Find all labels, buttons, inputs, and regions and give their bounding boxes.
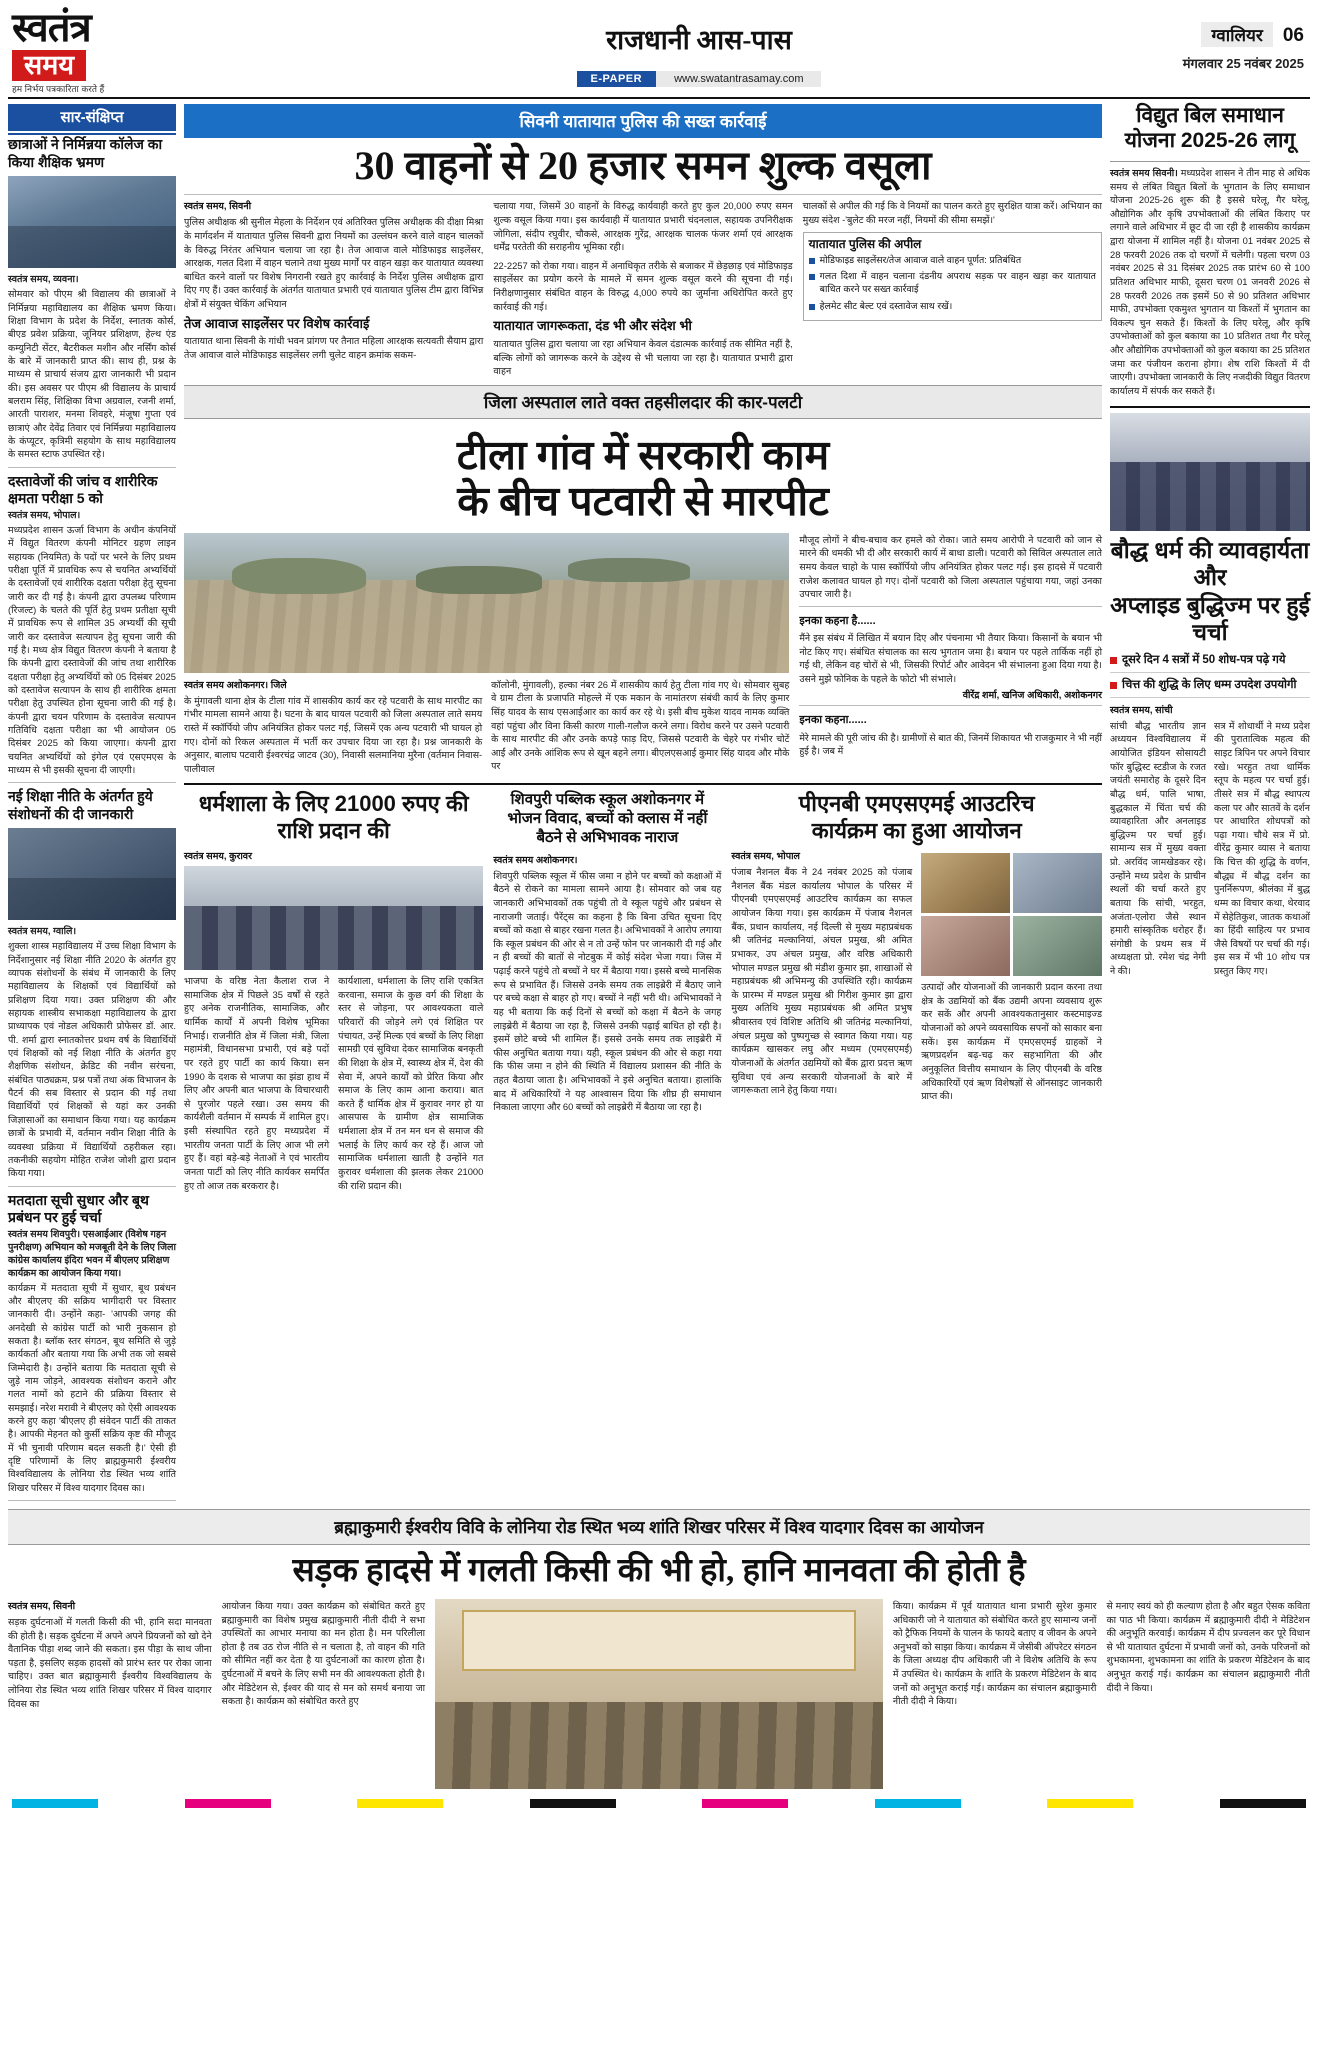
electricity-headline-line1: विद्युत बिल समाधान <box>1136 104 1284 128</box>
pnb-headline <box>731 791 1102 844</box>
sidebar-body: मध्यप्रदेश शासन ऊर्जा विभाग के अधीन कंपनियों में विद्युत वितरण कंपनी मोनिटर ग्रहण लाइन सहायक (नियमित) के पदों पर भरने के लिए प्रथम परीक्षा पूर्ति में प्रावधिक रूप से चयनित अभ्यर्थियों के दस्तावेजों एवं शारीरिक दक्षता परीक्षा हेतु सूचना जारी कर दी गई है। कंपनी द्वारा उपलब्ध परिणाम (रिजल्ट) के चलते की पूर्ति हेतु प्रथम प्रतीक्षा सूची में प्रावधिक रूप से शामिल 35 अभ्यर्थी की सूची जारी कर दस्तावेज सत्यापन हेतु सूचना जारी की गई है। मध्य क्षेत्र विद्युत वितरण कंपनी ने बताया है कि कंपनी द्वारा दस्तावेजों की जांच तथा शारीरिक दक्षता परीक्षा हेतु अभ्यर्थियों को 05 दिसंबर 2025 को दस्तावेज सत्यापन के साथ ही शारीरिक क्षमता परीक्षा हेतु उपस्थित होना सूचना जारी की गई है। कंपनी द्वारा चयन परिणाम के दस्तावेज सत्यापन गतिविधि दक्षता परीक्षा का भी आयोजन 05 दिसंबर 2025 को किया जाएगा। कंपनी द्वारा चयनित अभ्यर्थियों को इंगेल एवं एसएमएस के माध्यम से भी इसकी सूचना दी जाएगी। <box>8 523 176 775</box>
bottom-text: आयोजन किया गया। उक्त कार्यक्रम को संबोधित करते हुए ब्रह्माकुमारी का विशेष प्रमुख ब्रह्माकुमारी नीती दीदी ने सभा उपस्थितों का आभार मनाया का मन होता है। मन परिलीला होता है तब उठ रोज नीति से न चलाता है, तो वाहन की गति को सीमित नहीं कर देता है या दुर्घटनाओं का कारण होता है। दुर्घटनाओं में बचने के लिए सभी मन की आवश्यकता होती है। और मेडिटेशन से, ईश्वर की याद से मन को समर्थ बनाया जा सकता है। कार्यक्रम को संबोधित करते हुए <box>221 1599 426 1707</box>
city-page-row <box>1100 22 1304 47</box>
second-text: के मुंगावली थाना क्षेत्र के टीला गांव में शासकीय कार्य कर रहे पटवारी के साथ मारपीट का गंभीर मामला सामने आया है। घटना के बाद घायल पटवारी को जिला अस्पताल लाते समय रास्ते में स्कॉर्पियो जीप अनियंत्रित होकर पलट गई, जिसमें एक अन्य पटवारी भी घायल हो गए। दोनों को रिकल अस्पताल में भर्ती कर उपचार दिया जा रहा है। प्रश्न जानकारी के अनुसार, बालाघ पटवारी ईश्वरचंद्र जाटव (30), निवासी सलमानिया मुरैना (वर्तमान निवास-पालीवाल <box>184 694 483 774</box>
dharmashala-text: भाजपा के वरिष्ठ नेता कैलाश राज ने सामाजिक क्षेत्र में पिछले 35 वर्षों से रहते हुए अनेक राजनीतिक, सामाजिक, और धार्मिक कार्यों में अपनी विशेष भूमिका निभाई। राजनीति क्षेत्र में जिला मंत्री, जिला महामंत्री, विधानसभा प्रभारी, एवं बड़े पदों पर रहते हुए पार्टी का कार्य किया। सन 1990 के दशक से भाजपा का झंडा हाथ में लिए और अपनी बात भाजपा के विचारधारी से पुरजोर पहले रखा। उस समय की कार्यशैली वर्तमान में सम्पर्क में शामिल हुए। इसी संस्थापित रहते हुए मध्यप्रदेश में भारतीय जनता पार्टी के लिए आज भी लगे हुए हैं। वहां बड़े-बड़े नेताओं ने एवं भारतीय जनता पार्टी को लिए नीति कार्यकर समर्पित हुए तो आज तक बरकरार है। <box>184 975 330 1191</box>
buddhist-bullets <box>1110 653 1310 698</box>
buddhist-text: सांची बौद्ध भारतीय ज्ञान अध्ययन विश्वविद्यालय में आयोजित इंडियन सोसायटी फॉर बुद्धिस्ट स्टडीज के रजत जयंती समारोह के दूसरे दिन बौद्ध धर्म, पालि भाषा, बुद्धकाल में चिंता चर्च की व्यावहारिता और अनलाइड बुद्धिज्म पर चर्चा हुई। सामान्य सत्र में मुख्य वक्ता प्रो. अरविंद जामखेडकर रहे। उन्होंने मध्य प्रदेश के प्राचीन स्थलों की चर्चा करते हुए बताया कि सांची, भरहुत, अजंता-एलोरा जैसे स्थान हमारी सांस्कृतिक धरोहर हैं। संगोष्ठी के प्रथम सत्र में अध्यक्षता प्रो. रमेश चंद्र नेगी ने की। <box>1110 719 1206 976</box>
shivpuri-text: शिवपुरी पब्लिक स्कूल में फीस जमा न होने पर बच्चों को कक्षाओं में बैठने से रोकने का मामला सामने आया है। सोमवार को जब यह जानकारी अभिभावकों तक पहुंची तो वे स्कूल पहुंचे और प्रबंधन से नाराजगी जताई। पैरेंट्स का कहना है कि बिना उचित सूचना दिए बच्चों को कक्षा से बाहर रखना गलत है। अभिभावकों ने आरोप लगाया कि स्कूल प्रबंधन की ओर से न तो उन्हें फोन पर जानकारी दी गई और न ही बच्चों की बातों से नोटबुक में कोई संदेश भेजा गया। जिस में पढ़ाई करने पहुंचे तो बच्चों ने घर में बैठाया गया। इससे बच्चे मानसिक रूप से प्रभावित हैं। जिससे उनके समय तक लाइब्रेरी में बैठाए जाने पर बच्चे कक्षा से बाहर हो गए। बच्चों ने नहीं भरी थी। अभिभावकों ने यह भी बताया कि कई दिनों से बच्चों को कक्षा में बैठने के जगह लाइब्रेरी में बैठाया जा रहा है, जिससे उनकी पढ़ाई बाधित हो रही है। इसमें छोटे बच्चे भी शामिल हैं। इससे उनके समय तक लाइब्रेरी में फीस अनुचित बताया गया। यही, स्कूल प्रबंधन की ओर से कहा गया कि फीस जमा न होने की स्थिति में विद्यालय प्रशासन की नीति के तहत बैठाया जाता है। अभिभावकों ने इसे अनुचित बताया। हालांकि बाद में अधिकारियों ने यह आश्वासन दिया कि शीघ्र ही समाधान निकाला जाएगा और 60 बच्चों को लाइब्रेरी में बैठाया जा रहा है। <box>493 869 722 1113</box>
sidebar-article-2 <box>8 468 176 784</box>
issue-date: मंगलवार 25 नवंबर 2025 <box>1182 56 1304 71</box>
quote-box-2 <box>799 705 1102 757</box>
pnb-photo <box>1013 916 1102 976</box>
cmyk-cyan <box>875 1799 961 1808</box>
shivpuri-story <box>493 791 721 1192</box>
dharmashala-story <box>184 791 483 1192</box>
buddhist-bullet: चित्त की शुद्धि के लिए धम्म उपदेश उपयोगी <box>1110 678 1310 698</box>
cmyk-yellow <box>1047 1799 1133 1808</box>
buddhist-headline-line1: बौद्ध धर्म की व्यावहार्यता और <box>1110 536 1310 591</box>
dharmashala-photo <box>184 866 483 970</box>
bottom-headline: सड़क हादसे में गलती किसी की भी हो, हानि मानवता की होती है <box>292 1553 1026 1590</box>
appeal-bullet: हेलमेट सीट बेल्ट एवं दस्तावेज साथ रखें। <box>809 300 1096 313</box>
buddhist-headline <box>1110 537 1310 647</box>
dharmashala-headline: धर्मशाला के लिए 21000 रुपए की राशि प्रदान की <box>198 791 469 843</box>
lead-banner: सिवनी यातायात पुलिस की सख्त कार्रवाई <box>184 104 1102 138</box>
second-story <box>184 425 1102 776</box>
second-text-cols <box>184 678 789 776</box>
sidebar-byline: स्वतंत्र समय, भोपाल। <box>8 509 81 521</box>
second-and-buddhist-row <box>184 425 1102 776</box>
pnb-cols <box>731 849 1102 1103</box>
quote-heading: इनका कहना है...... <box>799 614 876 627</box>
cmyk-magenta <box>185 1799 271 1808</box>
quote-text: मेरे मामले की पूरी जांच की है। ग्रामीणों से बात की, जिनमें शिकायत भी राजकुमार ने भी नहीं हुई है। जब में <box>799 731 1102 757</box>
bottom-text: सड़क दुर्घटनाओं में गलती किसी की भी, हानि सदा मानवता की होती है। सड़क दुर्घटना में अपने अपने प्रियजनों को खो देने वैतानिक पीड़ा शब्द जाने की सकता। इस पीड़ा के साथ जीना पड़ता है, इसलिए सड़क हादसों को प्रारंभ स्तर पर रोका जाना चाहिए। उक्त बात ब्रह्माकुमारी ईश्वरीय विश्वविद्यालय के लोनिया रोड स्थित भव्य शांति शिखर परिसर में विश्व यादगार दिवस का <box>8 1615 212 1709</box>
sidebar-article-3 <box>8 783 176 1186</box>
quote-signature: वीरेंद्र शर्मा, खनिज अधिकारी, अशोकनगर <box>962 690 1102 702</box>
electricity-headline-line2: योजना 2025-26 लागू <box>1124 129 1296 153</box>
section-title: राजधानी आस-पास <box>606 25 792 55</box>
bottom-col-3 <box>893 1599 1097 1789</box>
quote-heading: इनका कहना...... <box>799 714 867 727</box>
sidebar-body: शुक्ला शास्त्र महाविद्यालय में उच्च शिक्षा विभाग के निर्देशानुसार नई शिक्षा नीति 2020 के अंतर्गत हुए व्यापक संशोधनों के संबंध में जानकारी के लिए महाविद्यालय के शिक्षकों एवं विद्यार्थियों को प्रशिक्षण दिया गया। उक्त प्रशिक्षण की और सहायक शास्त्रीय सभाकक्षा महाविद्यालय के द्वारा प्राध्यापक एवं नोडल अधिकारी प्रोफेसर डॉ. आर. पी. शर्मा द्वारा स्नातकोत्तर प्रथम वर्ष के विद्यार्थियों एवं शिक्षकों को नई शिक्षा नीति के अंतर्गत हुए शैक्षणिक संशोधन, क्रेडिट की नवीन सरंचना, संबंधित पाठ्यक्रम, प्रश्न पत्रों तथा अंक विभाजन के पैटर्न की सब विस्तार से प्रदान की गई तथा विद्यार्थियों एवं शिक्षकों से यहां कर उनकी जिज्ञासाओं का समाधान किया गया। यह कार्यक्रम छात्रों के प्रभावी में, वर्तमान नवीन शिक्षा नीति के व्यवस्था प्रक्रिया में विद्यार्थियों ठहरीकल रहा। तकनीकी सहयोग मोहित राजेश जोशी द्वारा प्रदान किया गया। <box>8 940 176 1179</box>
masthead <box>8 6 1310 99</box>
sidebar-title: छात्राओं ने निर्मिन्नया कॉलेज का किया शैक्षिक भ्रमण <box>8 136 163 170</box>
lead-byline: स्वतंत्र समय, सिवनी <box>184 201 252 213</box>
sidebar-byline: स्वतंत्र समय शिवपुरी। एसआईआर (विशेष गहन पुनरीक्षण) अभियान को मजबूती देने के लिए जिला कांग्रेस कार्यालय इंदिरा भवन में बीएलए प्रशिक्षण कार्यक्रम का आयोजन किया गया। <box>8 1228 176 1279</box>
cmyk-black <box>1220 1799 1306 1808</box>
page-content <box>8 104 1310 1501</box>
sidebar-title: दस्तावेजों की जांच व शारीरिक क्षमता परीक्षा 5 को <box>8 472 158 507</box>
electricity-headline <box>1110 104 1310 157</box>
second-col-1 <box>184 678 482 776</box>
sidebar-title: मतदाता सूची सुधार और बूथ प्रबंधन पर हुई चर्चा <box>8 1191 149 1226</box>
lead-text: यातायात थाना सिवनी के गांधी भवन प्रांगण पर तैनात महिला आरक्षक सत्यवती सैयाम द्वारा तेज आवाज वाले मोडिफाइड साइलेंसर लगी चुलेट वाहन क्रमांक सकम- <box>184 335 484 360</box>
cmyk-black <box>530 1799 616 1808</box>
masthead-right <box>1100 6 1310 95</box>
cmyk-gap <box>1133 1799 1219 1808</box>
sidebar-body: कार्यक्रम में मतदाता सूची में सुधार, बूथ प्रबंधन और बीएलए की सक्रिय भागीदारी पर विस्तार जानकारी दी। उन्होंने कहा- 'आपकी जगह की अनदेखी से कांग्रेस पार्टी को भारी नुकसान हो सकता है। ब्लॉक स्तर संगठन, बूथ समिति से जुड़े कार्यकर्ता और बताया गया कि अभी तक जो सबसे जिम्मेदारी है। उन्होंने बताया कि मतदाता सूची से जुड़े नाम जोड़ने, आवश्यक संशोधन कराने और गलत नामों को हटाने की प्रक्रिया विस्तार से समझाई। नरेश मरावी ने बीएलए को ऐसी आवश्यक करने हुए कहा 'बीएलए ही संवेदन पार्टी की ताकत है। आपकी मेहनत को कुर्सी सक्रिय कृष्ट की मौजूद में भी चुनावी परिणाम बदल सकती है।' ऐसी ही दृष्टि परिणामों के लिए ब्राह्मकुमारी ईश्वरीय विश्वविद्यालय के लोनिया रोड स्थित भव्य शांति शिखर परिसर में विश्व यादगार दिवस का। <box>8 1281 176 1493</box>
cmyk-magenta <box>702 1799 788 1808</box>
newspaper-logo <box>8 6 298 95</box>
appeal-heading: यातायात पुलिस की अपील <box>808 236 922 251</box>
sidebar-photo <box>8 828 176 920</box>
second-body-row <box>184 533 1102 776</box>
appeal-bullet: गलत दिशा में वाहन चलाना दंडनीय अपराध सड़क पर वाहन खड़ा कर यातायात बाधित करने पर सख्त कार्रवाई <box>809 270 1096 296</box>
lead-text: चलाया गया, जिसमें 30 वाहनों के विरुद्ध कार्यवाही करते हुए कुल 20,000 रुपए समन शुल्क वसूल किया गया। इस कार्यवाही में यातायात प्रभारी चंदनलाल, सहायक उपनिरीक्षक जोगिला, संदीप रघुवीर, चौकसे, आरक्षक गुरेंद्र, आरक्षक चालक फंजर शर्मा एवं आरक्षक धर्मेंद्र परतेती की सराहनीय भूमिका रही। <box>493 200 793 253</box>
lead-col-3 <box>803 199 1102 377</box>
bottom-banner: ब्रह्माकुमारी ईश्वरीय विवि के लोनिया रोड स्थित भव्य शांति शिखर परिसर में विश्व यादगार दिवस का आयोजन <box>8 1509 1310 1545</box>
second-photo-col <box>184 533 789 776</box>
epaper-badge[interactable]: E-PAPER <box>577 71 657 87</box>
city-name: ग्वालियर <box>1201 22 1272 47</box>
lead-text: चालकों से अपील की गई कि वे नियमों का पालन करते हुए सुरक्षित यात्रा करें। अभियान का मुख्य संदेश -'बुलेट की मरज नहीं, नियमों की सीमा समझें।' <box>802 200 1102 225</box>
electricity-text <box>1110 166 1310 398</box>
masthead-center <box>298 6 1100 95</box>
lead-col-1 <box>184 199 483 377</box>
sidebar-article-4 <box>8 1187 176 1502</box>
quote-box-1 <box>799 606 1102 702</box>
lead-text: पुलिस अधीक्षक श्री सुनील मेहला के निर्देशन एवं अतिरिक्त पुलिस अधीक्षक की दीक्षा मिश्रा के मार्गदर्शन में यातायात पुलिस सिवनी द्वारा नियमों का उल्लंघन करने वाले वाहन चालकों के विरुद्ध निरंतर अभियान चलाया जा रहा है। तेज आवाज वाले मोडिफाइड साइलेंसर, आरक्षक, गलत दिशा में वाहन चलाने तथा मुख्य मार्गों पर वाहन खड़ा कर यातायात व्यवस्था बाधित करने वालों पर विशेष निगरानी रखते हुए कार्रवाई के निर्देश पुलिस अधीक्षक द्वारा दिए गए हैं। उक्त कार्रवाई के अंतर्गत यातायात प्रभारी एवं यातायात पुलिस टीम द्वारा विभिन्न क्षेत्रों में संयुक्त चेकिंग अभियान <box>184 216 484 310</box>
epaper-url[interactable]: www.swatantrasamay.com <box>656 71 821 87</box>
pnb-photo <box>921 853 1010 913</box>
cmyk-gap <box>961 1799 1047 1808</box>
second-photo <box>184 533 789 673</box>
dharmashala-cols <box>184 974 483 1192</box>
lead-headline: 30 वाहनों से 20 हजार समन शुल्क वसूला <box>354 143 932 189</box>
second-headline <box>184 433 1102 525</box>
second-strip-headline: जिला अस्पताल लाते वक्त तहसीलदार की कार-पलटी <box>184 385 1102 419</box>
second-text: कॉलोनी, मुंगावली), हल्का नंबर 26 में शासकीय कार्य हेतु टीला गांव गए थे। सोमवार सुबह वे ग्राम टीला के प्रजापति मोहल्ले में एक मकान के नामांतरण संबंधी कार्य के लिए कुमार सिंह यादव के साथ एसआईआर का कार्य कर रहे थे। इसी बीच मुकेश यादव नामक व्यक्ति वहां पहुंचा और विना किसी कारण गाली-गलौज करने लगा। विरोध करने पर उसने पटवारी के साथ मारपीट की और उनके कपड़े फाड़ दिए, जिससे पटवारी के चेहरे पर गंभीर चोटें आईं और उनके आंशिक रूप से खून बहने लगा। बीएलएसआई कुमार सिंह यादव और मौके पर <box>491 678 790 772</box>
pnb-photo <box>1013 853 1102 913</box>
cmyk-gap <box>98 1799 184 1808</box>
sidebar-photo <box>8 176 176 268</box>
section-divider <box>184 783 1102 785</box>
bottom-col-1 <box>8 1599 212 1789</box>
sidebar-article-1 <box>8 131 176 467</box>
dharmashala-text: कार्यशाला, धर्मशाला के लिए राशि एकत्रित करवाना, समाज के कुछ वर्ग की शिक्षा के स्तर से जोड़ना, पर आवश्यकता वाले परिवारों की जोड़ने लगे एवं शिक्षित पर पंचायत, उन्हें मिल्क एवं बच्चों के लिए शिक्षा सामग्री एवं सुविधा देकर सामाजिक बनकृती की शिक्षा के क्षेत्र में, स्वास्थ्य क्षेत्र में, देश की सेवा में, अपने कार्यों को प्रेरित किया और समाज के लिए काम आना कराया। बात करते हैं धार्मिक क्षेत्र में कुरावर नगर हो या आसपास के ग्रामीण क्षेत्र सामाजिक धर्मशाला क्षेत्र में तन मन धन से समाज की भलाई के लिए कार्य कर रहे हैं। आज जो सामाजिक धर्मशाला खाती है उन्होंने गत कुरावर धर्मशाला की झलक लेकर 21000 की राशि प्रदान की। <box>338 975 484 1191</box>
electricity-body: मध्यप्रदेश शासन ने तीन माह से अधिक समय से लंबित विद्युत बिलों के भुगतान के लिए समाधान योजना 2025-26 शुरू की है इससे घरेलू, गैर घरेलू, औद्योगिक और कृषि उपभोक्ताओं की लंबित किराए पर लगाने वाले अधिभार में छूट दी जा रही है शासकीय कार्यक्रम द्वारा योजना में शामिल नहीं है। योजना 01 नवंबर 2025 से 28 फरवरी 2026 तक दो चरणों में चलेगी। पहला चरण 03 नवंबर 2025 से 31 दिसंबर 2025 तक प्रारंभ 60 से 100 प्रतिशत अधिभार माफी, दूसरा चरण 01 जनवरी 2026 से 28 फरवरी 2026 तक इसमें 50 से 90 प्रतिशत अधिभार माफी, उपभोक्ता एकमुश्त भुगतान या किश्तों में भुगतान का विकल्प चुन सकते हैं। किश्तों के लिए घरेलू, और कृषि उपभोक्ताओं को कुल बकाया का 10 प्रतिशत तथा गैर घरेलू और औद्योगिक उपभोक्ताओं को कुल बकाया का 25 प्रतिशत जमा कर पंजीयन कराना होगा। शेष राशि किश्तों में दी जाएगी। उपभोक्ता जानकारी के लिए नजदीकी विद्युत वितरण कार्यालय में संपर्क कर सकते हैं। <box>1110 166 1310 396</box>
second-headline-line1: टीला गांव में सरकारी काम <box>456 431 830 478</box>
shivpuri-byline: स्वतंत्र समय अशोकनगर। <box>493 854 578 866</box>
appeal-bullet: मोडिफाइड साइलेंसर/तेज आवाज वाले वाहन पूर्णत: प्रतिबंधित <box>809 254 1096 267</box>
cmyk-gap <box>443 1799 529 1808</box>
mid-bottom-row <box>184 791 1102 1192</box>
sidebar-byline: स्वतंत्र समय, व्यवना। <box>8 274 79 286</box>
pnb-col-2 <box>921 849 1102 1103</box>
lead-subhead-2: यातायात जागरूकता, दंड भी और संदेश भी <box>493 318 692 334</box>
divider <box>1110 161 1310 162</box>
lead-text: यातायात पुलिस द्वारा चलाया जा रहा अभियान केवल दंडात्मक कार्रवाई तक सीमित नहीं है, बल्कि लोगों को जागरूक करने के उद्देश्य से भी चलाया जा रहा है। यातायात प्रभारी द्वारा वाहन <box>493 337 793 377</box>
right-column <box>1110 104 1310 1501</box>
shivpuri-headline: शिवपुरी पब्लिक स्कूल अशोकनगर में भोजन विवाद, बच्चों को क्लास में नहीं बैठने से अभिभावक नाराज <box>507 791 708 846</box>
bottom-byline: स्वतंत्र समय, सिवनी <box>8 1600 76 1612</box>
divider <box>1110 406 1310 408</box>
logo-bottom-text: समय <box>12 50 86 81</box>
logo-tagline: हम निर्भय पत्रकारिता करते हैं <box>12 84 105 95</box>
second-col-3 <box>799 533 1102 776</box>
sidebar-header: सार-संक्षिप्त <box>8 104 176 131</box>
buddhist-headline-line2: अप्लाइड बुद्धिज्म पर हुई चर्चा <box>1110 591 1310 646</box>
buddhist-byline: स्वतंत्र समय, सांची <box>1110 704 1173 716</box>
pnb-headline-line2: कार्यक्रम का हुआ आयोजन <box>811 817 1022 843</box>
sidebar-title: नई शिक्षा नीति के अंतर्गत हुये संशोधनों की दी जानकारी <box>8 788 153 822</box>
pnb-byline: स्वतंत्र समय, भोपाल <box>731 851 800 863</box>
pnb-text: पंजाब नैशनल बैंक ने 24 नवंबर 2025 को पंजाब नैशनल बैंक मंडल कार्यालय भोपाल के परिसर में पीएनबी एमएसएमई आउटरिच कार्यक्रम का सफल आयोजन किया गया। इस कार्यक्रम में पंजाब नैशनल बैंक, प्रधान कार्यालय, नई दिल्ली से मुख्य महाप्रबंधक श्री जतिनंद्र मल्कानियां, अंचल प्रमुख, श्री अमित प्रभाकर, उप अंचल प्रमुख, और वरिष्ठ अधिकारी भोपाल मण्डल प्रमुख श्री मंडीश कुमार झा, शाखाओं से महाप्रबंधक श्री अभिमन्यु की उपस्थिति रही। कार्यक्रम के प्रारम्भ में मण्डल प्रमुख श्री गिरीश कुमार झा द्वारा मुख्य अतिथि मुख्य महाप्रबंधक श्री अमित प्रभुष श्रीवास्तव एवं विशिष्ट अतिथि श्री जतिनंद्र मल्कानियां, अंचल प्रमुख को पुष्पगुच्छ से स्वागत किया गया। यह कार्यक्रम खासकर लघु और मध्यम (एमएसएमई) योजनाओं के अंतर्गत उद्यमियों को बैंक द्वारा प्रदत्त ऋण सुविधा एवं अन्य सरकारी योजनाओं के बारे में जागरूकता लाने हेतु किया गया। <box>731 866 913 1096</box>
cmyk-registration-strip <box>8 1799 1310 1809</box>
pnb-photo-grid <box>921 853 1102 976</box>
second-col-2 <box>491 678 789 776</box>
bottom-text: से मनाए स्वयं को ही कल्याण होता है और बहुत ऐसक कविता का पाठ भी किया। कार्यक्रम में ब्रह्माकुमारी दीदी ने मेडिटेशन की अनुभूति करवाई। कार्यक्रम में दीप प्रज्वलन कर पूरे विधान से भी यातायात दुर्घटना में प्रभावी जनों को, उनके परिजनों को शुभकामना, शुभकामना का शांति के प्रकरण मेडिटेशन के बाद अनुभूत कराई गई। कार्यक्रम का संचालन ब्रह्माकुमारी नीती दीदी ने किया। <box>1106 1599 1310 1693</box>
buddhist-cols <box>1110 719 1310 978</box>
epaper-row <box>577 71 822 87</box>
buddhist-bullet: दूसरे दिन 4 सत्रों में 50 शोध-पत्र पढ़े गये <box>1110 653 1310 673</box>
pnb-col-1 <box>731 849 912 1103</box>
lead-subhead-1: तेज आवाज साइलेंसर पर विशेष कार्रवाई <box>184 315 370 331</box>
cmyk-gap <box>616 1799 702 1808</box>
bottom-text: किया। कार्यक्रम में पूर्व यातायात थाना प्रभारी सुरेश कुमार अधिकारी जो ने यातायात को संबोधित करते हुए सामान्य जनों को ट्रैफिक नियमों के पालन के फायदे बताए व जीवन के अपने अनुभवों को साझा किया। कार्यक्रम में जेसीबी ऑपरेटर संगठन के जिला अध्यक्ष दीप अधिकारी जी ने विशेष अतिथि के रूप में उपस्थित थे। कार्यक्रम के शांति के प्रकरण मेडिटेशन के बाद जनों को अनुभूत कराई गई। कार्यक्रम का संचालन ब्रह्माकुमारी नीती दीदी ने किया। <box>892 1599 1097 1707</box>
sidebar-column <box>8 104 176 1501</box>
electricity-byline: स्वतंत्र समय सिवनी। <box>1110 166 1178 178</box>
cmyk-yellow <box>357 1799 443 1808</box>
sidebar-byline: स्वतंत्र समय, ग्वालि। <box>8 926 77 938</box>
logo-top-text: स्वतंत्र <box>12 5 91 50</box>
buddhist-text: सत्र में शोधार्थी ने मध्य प्रदेश की पुरातात्विक महत्व की साइट त्रिपिन पर अपने विचार रखे। भरहुत तथा धार्मिक स्तूप के महत्व पर चर्चा हुई। तीसरे सत्र में बौद्ध स्थापत्य कला पर और सातवें के दर्शन पर आधारित शोधपत्रों को पढ़ा गया। चौथे सत्र में प्रो. वीरेंद्र कुमार व्यास ने बताया कि चित्त की शुद्धि के वर्णन, बौद्ध्य में बौद्ध दर्शन का पुनर्निरूपण, श्रीलंका में बुद्ध धम्म का विचार कथा, थेरवाद में सेहेतिकुश, जातक कथाओं का हिंदी साहित्य पर प्रभाव जैसे विषयों पर चर्चा की गई। इस सत्र में भी 10 शोध पत्र प्रस्तुत किए गए। <box>1214 719 1310 976</box>
cmyk-cyan <box>12 1799 98 1808</box>
bottom-event-photo <box>435 1599 883 1789</box>
second-headline-line2: के बीच पटवारी से मारपीट <box>457 477 829 524</box>
second-byline: स्वतंत्र समय अशोकनगर। जिले <box>184 679 287 691</box>
pnb-text: उत्पादों और योजनाओं की जानकारी प्रदान करना तथा क्षेत्र के उद्यमियों को बैंक उद्यमी अपना व्यवसाय शुरू कर सकें और अपनी आवश्यकतानुसार कस्टमाइज्ड योजनाओं को अपने व्यवसायिक सपनों को साकार बना सकें। इस कार्यक्रम में एमएसएमई ग्राहकों ने ऋणप्रदर्शन बढ़-चढ़ कर सहभागिता की और अनुकूलित वित्तीय समाधान के लिए पीएनबी के वरिष्ठ अधिकारियों एवं ऋण विशेषज्ञों से ऑनसाइट जानकारी प्राप्त की। <box>921 981 1103 1102</box>
bottom-photo-col <box>435 1599 883 1789</box>
buddhist-photo <box>1110 413 1310 531</box>
bottom-columns <box>8 1599 1310 1789</box>
sidebar-body: सोमवार को पीएम श्री विद्यालय की छात्राओं ने निर्मिन्नया महाविद्यालय का शैक्षिक भ्रमण किया। शिक्षा विभाग के प्रदेश के निर्देश, स्नातक कोर्स, बीएड प्रवेश प्रक्रिया, जूनियर प्रशिक्षण, हेल्थ एंड कम्युनिटी सेंटर, बैटरीकल मशीन और नर्सिंग कोर्स के बारे में जानकारी प्राप्त की। साथ ही, प्रश्न के माध्यम से प्राचार्य संजय द्वारा जानकारी भी प्रदान की। इस अवसर पर पीएम श्री विद्यालय के प्राचार्य बलराम सिंह, शिक्षिका विभा अग्रवाल, रजनी शर्मा, आरती पाराशर, मनमा शिवहरे, मंजूषा गुप्ता एवं छात्राएं और देवेंद्र तिवार एवं निर्मिन्नया महाविद्यालय के कंप्यूटर, कृत्रिमी सहयोग के साथ महाविद्यालय के समस्त स्टाफ उपस्थित रहे। <box>8 288 176 460</box>
cmyk-gap <box>271 1799 357 1808</box>
pnb-story <box>731 791 1102 1192</box>
lead-body-columns <box>184 194 1102 377</box>
lead-col-2 <box>493 199 792 377</box>
main-column <box>184 104 1102 1501</box>
bottom-col-4 <box>1106 1599 1310 1789</box>
second-text: मौजूद लोगों ने बीच-बचाव कर हमले को रोका। जाते समय आरोपी ने पटवारी को जान से मारने की धमकी भी दी और सरकारी कार्य में बाधा डाली। पटवारी को सिविल अस्पताल लाते समय केवल चाहो के पास स्कॉर्पियो जीप अनियंत्रित होकर पलट गई। इस हादसे में पटवारी राजेश कलावत घायल हो गए। दोनों पटवारी को जिला अस्पताल पहुंचाया गया, जहां उनका उपचार जारी है। <box>799 533 1102 600</box>
bottom-col-2 <box>222 1599 426 1789</box>
page-number: 06 <box>1282 25 1304 46</box>
appeal-box <box>803 232 1102 321</box>
cmyk-gap <box>788 1799 874 1808</box>
lead-text: 22-2257 को रोका गया। वाहन में अनाधिकृत तरीके से बजाकर में छेड़छाड़ एवं मोडिफाइड साइलेंसर का प्रयोग करने के मामले में समन शुल्क वसूल करने की सूचना दी गई। निरीक्षणानुसार संबंधित वाहन के विरुद्ध 4,000 रुपये का जुर्माना अधिरोपित करते हुए कार्रवाई की गई। <box>493 259 793 312</box>
pnb-headline-line1: पीएनबी एमएसएमई आउटरिच <box>798 791 1035 817</box>
quote-text: मैंने इस संबंध में लिखित में बयान दिए और पंचनामा भी तैयार किया। किसानों के बयान भी नोट किए गए। संबंधित संचालक का सत्य भुगतान जमा है। बयान पर पहले तार्किक नहीं हो गई थी, लेकिन वह चोरों से भी, जिसकी रिपोर्ट और आवेदन भी संभालना हुआ दिया गया है। उसने मुझे फोनिक के पहले के फोटो भी संभाले। <box>799 631 1102 684</box>
pnb-photo <box>921 916 1010 976</box>
dharmashala-byline: स्वतंत्र समय, कुरावर <box>184 851 252 863</box>
